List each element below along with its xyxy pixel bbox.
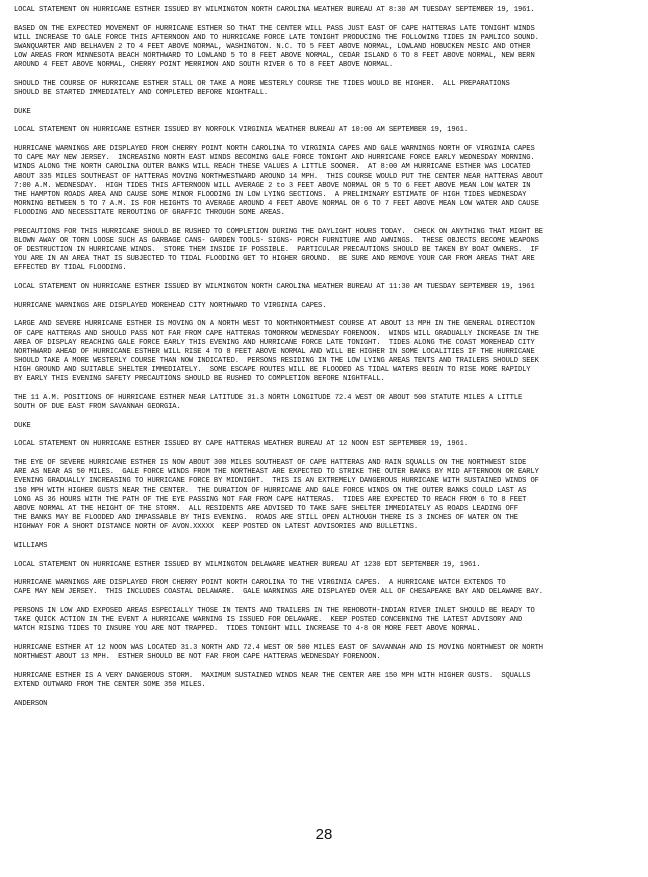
text-line: HURRICANE WARNINGS ARE DISPLAYED MOREHEAD CITY NORTHWARD TO VIRGINIA CAPES. <box>14 301 327 310</box>
text-line: BLOWN AWAY OR TORN LOOSE SUCH AS GARBAGE CANS- GARDEN TOOLS- SIGNS- PORCH FURNITURE AND AWNINGS. THESE OBJECTS BECOME WEAPONS <box>14 236 539 245</box>
paragraph-gap <box>14 70 642 80</box>
text-line: EFFECTED BY TIDAL FLOODING. <box>14 264 127 273</box>
text-line: WILL INCREASE TO GALE FORCE THIS AFTERNOON AND TO HURRICANE FORCE LATE TONIGHT PRODUCING THE FOLLOWING TIDES IN PAMLICO SOUND. <box>14 33 539 42</box>
text-block <box>14 422 642 431</box>
text-line: THE EYE OF SEVERE HURRICANE ESTHER IS NOW ABOUT 300 MILES SOUTHEAST OF CAPE HATTERAS AND RAIN SQUALLS ON THE NORTHWEST SIDE <box>14 459 527 468</box>
text-line: LONG AS 36 HOURS WITH THE PATH OF THE EYE PASSING NOT FAR FROM CAPE HATTERAS. TIDES ARE EXPECTED TO REACH FROM 6 TO 8 FEET <box>14 495 527 504</box>
text-line: SOUTH OF DUE EAST FROM SAVANNAH GEORGIA. <box>14 403 181 412</box>
text-block <box>14 126 642 135</box>
paragraph-gap <box>14 551 642 561</box>
text-block <box>14 607 642 634</box>
paragraph-gap <box>14 274 642 284</box>
paragraph-gap <box>14 15 642 25</box>
text-block <box>14 440 642 449</box>
document-page <box>14 6 642 709</box>
text-line: TAKE QUICK ACTION IN THE EVENT A HURRICANE WARNING IS ISSUED FOR DELAWARE. KEEP POSTED CONCERNING THE LATEST ADVISORY AND <box>14 616 523 625</box>
text-line: SHOULD BE STARTED IMMEDIATELY AND COMPLETED BEFORE NIGHTFALL. <box>14 89 269 98</box>
text-line: HIGHWAY FOR A SHORT DISTANCE NORTH OF AVON.XXXXX KEEP POSTED ON LATEST ADVISORIES AND BULLETINS. <box>14 523 419 532</box>
text-line: HURRICANE WARNINGS ARE DISPLAYED FROM CHERRY POINT NORTH CAROLINA TO THE VIRGINIA CAPES. A HURRICANE WATCH EXTENDS TO <box>14 579 506 588</box>
text-line: OF DESTRUCTION IN HURRICANE WINDS. STORE THEM INSIDE IF POSSIBLE. PARTICULAR PRECAUTIONS SHOULD BE TAKEN BY BOAT OWNERS. IF <box>14 246 539 255</box>
paragraph-gap <box>14 570 642 580</box>
text-line: HURRICANE ESTHER IS A VERY DANGEROUS STORM. MAXIMUM SUSTAINED WINDS NEAR THE CENTER ARE 150 MPH WITH HIGHER GUSTS. SQUALLS <box>14 671 531 680</box>
text-line: THE BANKS MAY BE FLOODED AND IMPASSABLE BY THIS EVENING. ROADS ARE STILL OPEN ALTHOUGH THERE IS 3 INCHES OF WATER ON THE <box>14 514 518 523</box>
paragraph-gap <box>14 412 642 422</box>
text-line: TO CAPE MAY NEW JERSEY. INCREASING NORTH EAST WINDS BECOMING GALE FORCE TONIGHT AND HURRICANE FORCE EARLY WEDNESDAY MORNING. <box>14 154 535 163</box>
text-line: LOCAL STATEMENT ON HURRICANE ESTHER ISSUED BY NORFOLK VIRGINIA WEATHER BUREAU AT 10:00 AM SEPTEMBER 19, 1961. <box>14 126 468 135</box>
text-line: EVENING GRADUALLY INCREASING TO HURRICANE FORCE BY MIDNIGHT. THIS IS AN EXTREMELY DANGEROUS HURRICANE WITH SUSTAINED WINDS OF <box>14 477 539 486</box>
text-line: PERSONS IN LOW AND EXPOSED AREAS ESPECIALLY THOSE IN TENTS AND TRAILERS IN THE REHOBOTH-INDIAN RIVER INLET SHOULD BE READY TO <box>14 607 535 615</box>
text-block <box>14 25 642 71</box>
text-line: AROUND 4 FEET ABOVE NORMAL, CHERRY POINT MERRIMON AND SOUTH RIVER 6 TO 8 FEET ABOVE NORMAL. <box>14 61 394 70</box>
paragraph-gap <box>14 98 642 108</box>
text-block <box>14 80 642 98</box>
text-line: NORTHWEST ABOUT 13 MPH. ESTHER SHOULD BE NOT FAR FROM CAPE HATTERAS WEDNESDAY FORENOON. <box>14 653 381 662</box>
paragraph-gap <box>14 218 642 228</box>
paragraph-gap <box>14 690 642 700</box>
text-line: SHOULD THE COURSE OF HURRICANE ESTHER STALL OR TAKE A MORE WESTERLY COURSE THE TIDES WOULD BE HIGHER. ALL PREPARATIONS <box>14 79 510 88</box>
text-line: EXTEND OUTWARD FROM THE CENTER SOME 350 MILES. <box>14 680 206 689</box>
text-line: MORNING BETWEEN 5 TO 7 A.M. IS FOR HEIGHTS TO AVERAGE AROUND 4 FEET ABOVE NORMAL OR 6 TO 7 FEET ABOVE MEAN LOW WATER AND CAUSE <box>14 200 539 208</box>
text-line: PRECAUTIONS FOR THIS HURRICANE SHOULD BE RUSHED TO COMPLETION DURING THE DAYLIGHT HOURS TODAY. CHECK ON ANYTHING THAT MIGHT BE <box>14 227 543 236</box>
text-line: FLOODING AND NECESSITATE REROUTING OF GRAFFIC THROUGH SOME AREAS. <box>14 209 285 218</box>
text-block <box>14 145 642 218</box>
text-line: NORTHWARD AHEAD OF HURRICANE ESTHER WILL RISE 4 TO 8 FEET ABOVE NORMAL AND WILL BE HIGHER IN SOME LOCALITIES IF THE HURRICANE <box>14 347 535 356</box>
text-block <box>14 228 642 274</box>
text-line: HIGH GROUND AND SUITABLE SHELTER IMMEDIATELY. SOME ESCAPE ROUTES WILL BE FLOODED AS TIDAL WATERS BEGIN TO RISE MORE RAPIDLY <box>14 366 531 375</box>
text-line: HURRICANE ESTHER AT 12 NOON WAS LOCATED 31.3 NORTH AND 72.4 WEST OR 500 MILES EAST OF SAVANNAH AND IS MOVING NORTHWEST OR NORTH <box>14 643 543 652</box>
text-line: LOW AREAS FROM MINNESOTA BEACH NORTHWARD TO LOWLAND 5 TO 8 FEET ABOVE NORMAL, CEDAR ISLAND 6 TO 8 FEET ABOVE NORMAL, NEW BERN <box>14 52 535 61</box>
text-line: ABOUT 335 MILES SOUTHEAST OF HATTERAS MOVING NORTHWESTWARD AROUND 14 MPH. THIS COURSE WOULD PUT THE CENTER NEAR HATTERAS ABOUT <box>14 172 543 181</box>
text-line: WINDS ALONG THE NORTH CAROLINA OUTER BANKS WILL REACH THESE VALUES A LITTLE SOONER. AT 8:00 AM HURRICANE ESTHER WAS LOCATED <box>14 163 531 172</box>
text-line: ABOVE NORMAL AT THE HEIGHT OF THE STORM. ALL RESIDENTS ARE ADVISED TO TAKE SAFE SHELTER IMMEDIATELY AS ROADS LEADING OFF <box>14 504 518 513</box>
paragraph-gap <box>14 532 642 542</box>
text-block <box>14 108 642 117</box>
text-line: LOCAL STATEMENT ON HURRICANE ESTHER ISSUED BY WILMINGTON NORTH CAROLINA WEATHER BUREAU AT 11:30 AM TUESDAY SEPTEMBER 19, 1961 <box>14 283 535 292</box>
text-block <box>14 644 642 662</box>
paragraph-gap <box>14 136 642 146</box>
text-block <box>14 542 642 551</box>
paragraph-gap <box>14 431 642 441</box>
text-line: LOCAL STATEMENT ON HURRICANE ESTHER ISSUED BY CAPE HATTERAS WEATHER BUREAU AT 12 NOON EST SEPTEMBER 19, 1961. <box>14 440 468 449</box>
text-block <box>14 459 642 532</box>
text-line: THE HAMPTON ROADS AREA AND CAUSE SOME MINOR FLOODING IN LOW LYING SECTIONS. A PRELIMINARY ESTIMATE OF HIGH TIDES WEDNESDAY <box>14 190 527 199</box>
text-line: CAPE MAY NEW JERSEY. THIS INCLUDES COASTAL DELAWARE. GALE WARNINGS ARE DISPLAYED OVER ALL OF CHESAPEAKE BAY AND DELAWARE BAY. <box>14 588 543 597</box>
text-line: LARGE AND SEVERE HURRICANE ESTHER IS MOVING ON A NORTH WEST TO NORTHNORTHWEST COURSE AT ABOUT 13 MPH IN THE GENERAL DIRECTION <box>14 320 535 329</box>
text-line: ARE AS NEAR AS 50 MILES. GALE FORCE WINDS FROM THE NORTHEAST ARE EXPECTED TO STRIKE THE OUTER BANKS BY MID AFTERNOON OR EARLY <box>14 468 539 477</box>
paragraph-gap <box>14 598 642 608</box>
text-line: AREA OF DISPLAY REACHING GALE FORCE EARLY THIS EVENING AND HURRICANE FORCE LATE TONIGHT. TIDES ALONG THE COAST MOREHEAD CITY <box>14 338 535 347</box>
text-line: 150 MPH WITH HIGHER GUSTS NEAR THE CENTER. THE DURATION OF HURRICANE AND GALE FORCE WINDS ON THE OUTER BANKS COULD LAST AS <box>14 486 527 495</box>
text-block <box>14 672 642 690</box>
text-line: SWANQUARTER AND BELHAVEN 2 TO 4 FEET ABOVE NORMAL, WASHINGTON. N.C. TO 5 FEET ABOVE NORMAL, LOWLAND HOBUCKEN MESIC AND OTHER <box>14 42 531 51</box>
text-block <box>14 394 642 412</box>
paragraph-gap <box>14 662 642 672</box>
text-line: DUKE <box>14 107 31 116</box>
text-line: THE 11 A.M. POSITIONS OF HURRICANE ESTHER NEAR LATITUDE 31.3 NORTH LONGITUDE 72.4 WEST OR ABOUT 500 STATUTE MILES A LITTLE <box>14 394 523 402</box>
text-block <box>14 561 642 570</box>
text-block <box>14 579 642 597</box>
text-line: HURRICANE WARNINGS ARE DISPLAYED FROM CHERRY POINT NORTH CAROLINA TO VIRGINIA CAPES AND GALE WARNINGS NORTH OF VIRGINIA CAPES <box>14 145 535 154</box>
text-line: LOCAL STATEMENT ON HURRICANE ESTHER ISSUED BY WILMINGTON NORTH CAROLINA WEATHER BUREAU AT 8:30 AM TUESDAY SEPTEMBER 19, 1961. <box>14 6 535 14</box>
text-line: ANDERSON <box>14 699 48 708</box>
page-number: 28 <box>315 826 333 843</box>
text-block <box>14 320 642 384</box>
text-line: BY EARLY THIS EVENING SAFETY PRECAUTIONS SHOULD BE RUSHED TO COMPLETION BEFORE NIGHTFALL. <box>14 375 385 384</box>
text-line: YOU ARE IN AN AREA THAT IS SUBJECTED TO TIDAL FLOODING GET TO HIGHER GROUND. BE SURE AND REMOVE YOUR CAR FROM AREAS THAT ARE <box>14 255 535 264</box>
paragraph-gap <box>14 450 642 460</box>
text-line: WATCH RISING TIDES TO INSURE YOU ARE NOT TRAPPED. TIDES TONIGHT WILL INCREASE TO 4-8 OR MORE FEET ABOVE NORMAL. <box>14 625 481 634</box>
paragraph-gap <box>14 634 642 644</box>
paragraph-gap <box>14 292 642 302</box>
text-line: 7:00 A.M. WEDNESDAY. HIGH TIDES THIS AFTERNOON WILL AVERAGE 2 to 3 FEET ABOVE NORMAL OR 5 TO 6 FEET ABOVE MEAN LOW WATER IN <box>14 181 531 190</box>
paragraph-gap <box>14 117 642 127</box>
text-block <box>14 6 642 15</box>
paragraph-gap <box>14 311 642 321</box>
text-line: SHOULD TAKE A MORE WESTERLY COURSE THAN NOW INDICATED. PERSONS RESIDING IN THE LOW LYING AREAS TENTS AND TRAILERS SHOULD SEEK <box>14 357 539 366</box>
text-block <box>14 283 642 292</box>
text-line: LOCAL STATEMENT ON HURRICANE ESTHER ISSUED BY WILMINGTON DELAWARE WEATHER BUREAU AT 1230 EDT SEPTEMBER 19, 1961. <box>14 560 481 569</box>
paragraph-gap <box>14 385 642 395</box>
text-line: BASED ON THE EXPECTED MOVEMENT OF HURRICANE ESTHER SO THAT THE CENTER WILL PASS JUST EAST OF CAPE HATTERAS LATE TONIGHT WINDS <box>14 24 535 33</box>
text-block <box>14 302 642 311</box>
text-line: DUKE <box>14 421 31 430</box>
text-line: WILLIAMS <box>14 541 48 550</box>
text-line: OF CAPE HATTERAS AND SHOULD PASS NOT FAR FROM CAPE HATTERAS TOMORROW WEDNESDAY FORENOON. WINDS WILL GRADUALLY INCREASE IN THE <box>14 329 539 338</box>
text-block <box>14 700 642 709</box>
